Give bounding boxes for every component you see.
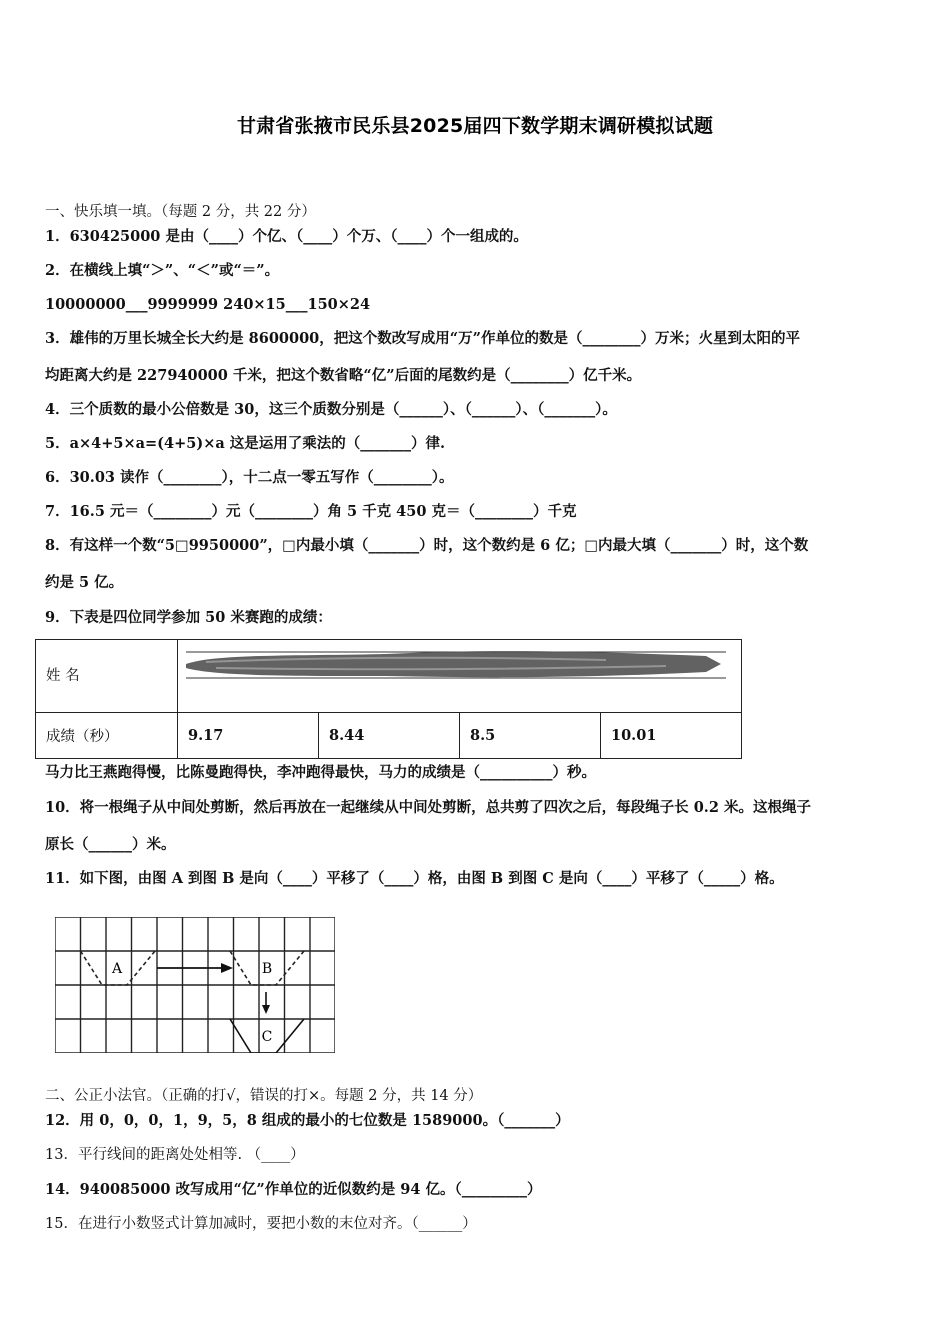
name-header-cell <box>36 640 178 712</box>
question-12: 12．用 0，0，0，1，9，5，8 组成的最小的七位数是 1589000。（_______） <box>45 1112 570 1129</box>
question-10-line1: 10．将一根绳子从中间处剪断，然后再放在一起继续从中间处剪断，总共剪了四次之后，每段绳子长 0.2 米。这根绳子 <box>45 799 811 816</box>
question-3-line2: 均距离大约是 227940000 千米，把这个数省略“亿”后面的尾数约是（________）亿千米。 <box>45 367 642 384</box>
question-14: 14．940085000 改写成用“亿”作单位的近似数约是 94 亿。（_________） <box>45 1181 542 1198</box>
translation-grid-figure <box>55 917 335 1053</box>
question-5: 5．a×4+5×a=(4+5)×a 这是运用了乘法的（_______）律. <box>45 435 446 452</box>
name-row-label: 姓 名 <box>46 668 80 684</box>
question-9: 9．下表是四位同学参加 50 米赛跑的成绩： <box>45 609 332 626</box>
scores-row <box>36 712 741 758</box>
question-7: 7．16.5 元＝（________）元（________）角 5 千克 450 克＝（________）千克 <box>45 503 577 520</box>
score-cell: 8.5 <box>460 713 601 758</box>
score-cell: 8.44 <box>319 713 460 758</box>
question-4: 4．三个质数的最小公倍数是 30，这三个质数分别是（______）、（______）、（_______）。 <box>45 401 617 418</box>
svg-text:B: B <box>261 961 273 977</box>
score-cell: 10.01 <box>611 727 657 744</box>
question-9-followup: 马力比王燕跑得慢，比陈曼跑得快，李冲跑得最快，马力的成绩是（__________）秒。 <box>45 764 596 781</box>
redacted-names-scribble <box>186 648 726 680</box>
question-8-line1: 8．有这样一个数“5□9950000”，□内最小填（_______）时，这个数约是 6 亿；□内最大填（_______）时，这个数 <box>45 537 809 554</box>
question-8-line2: 约是 5 亿。 <box>45 574 124 591</box>
svg-text:C: C <box>261 1029 273 1045</box>
question-2: 2．在横线上填“＞”、“＜”或“＝”。 <box>45 262 280 279</box>
score-cell: 9.17 <box>178 713 319 758</box>
question-6: 6．30.03 读作（________），十二点一零五写作（________）。 <box>45 469 454 486</box>
question-13: 13．平行线间的距离处处相等. （____） <box>45 1147 305 1163</box>
section1-heading: 一、快乐填一填。（每题 2 分，共 22 分） <box>45 204 316 220</box>
race-results-table <box>35 639 742 759</box>
page-title: 甘肃省张掖市民乐县2025届四下数学期末调研模拟试题 <box>236 115 714 137</box>
question-15: 15．在进行小数竖式计算加减时，要把小数的末位对齐。（______） <box>45 1216 477 1232</box>
question-11: 11．如下图，由图 A 到图 B 是向（____）平移了（____）格，由图 B 到图 C 是向（____）平移了（_____）格。 <box>45 870 784 887</box>
score-row-label: 成绩（秒） <box>36 713 178 758</box>
svg-text:A: A <box>111 961 123 977</box>
section2-heading: 二、公正小法官。（正确的打√，错误的打×。每题 2 分，共 14 分） <box>45 1088 483 1104</box>
question-3-line1: 3．雄伟的万里长城全长大约是 8600000，把这个数改写成用“万”作单位的数是（________）万米；火星到太阳的平 <box>45 330 800 347</box>
question-2-comparisons: 10000000___9999999 240×15___150×24 <box>45 296 371 313</box>
question-1: 1．630425000 是由（____）个亿、（____）个万、（____）个一组成的。 <box>45 228 528 245</box>
question-10-line2: 原长（______）米。 <box>45 836 176 853</box>
